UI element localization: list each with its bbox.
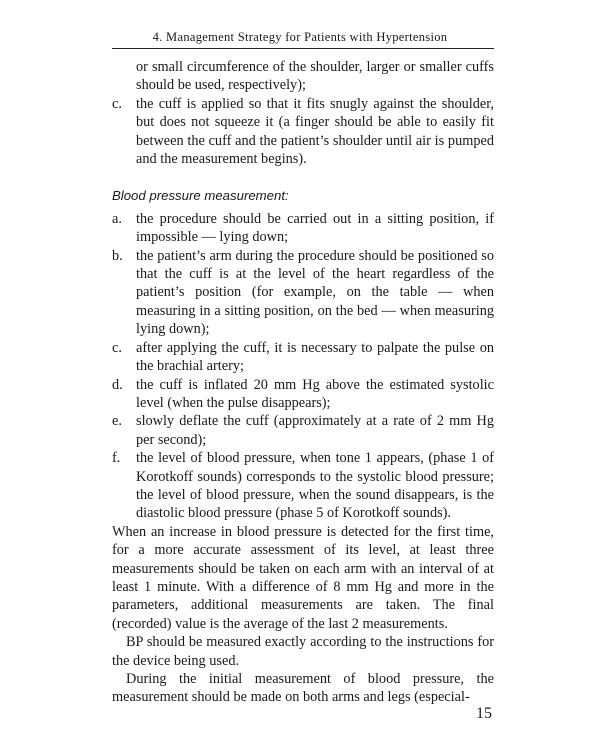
list-marker: c. — [112, 95, 122, 112]
list-item-text: the procedure should be carried out in a sitting position, if impossible — lying down; — [136, 210, 494, 246]
page-number: 15 — [476, 705, 492, 722]
body-paragraph: When an increase in blood pressure is detected for the first time, for a more accurate assessment of its level, at least three measurements should be taken on each arm with an interval of at least 1 minute. With a difference of 8 mm Hg and more in the parameters, additional measurements are taken. The final (recorded) value is the average of the last 2 measurements. — [112, 523, 494, 632]
list-item — [112, 339, 494, 376]
list-marker: d. — [112, 376, 123, 393]
header-rule — [112, 48, 494, 49]
measurement-steps-list — [112, 210, 494, 523]
list-marker: e. — [112, 413, 122, 430]
list-continuation: or small circumference of the shoulder, larger or smaller cuffs should be used, respectively); — [136, 59, 494, 94]
list-item-text: slowly deflate the cuff (approximately at a rate of 2 mm Hg per second); — [136, 413, 494, 448]
list-item — [112, 247, 494, 339]
list-item-text: the level of blood pressure, when tone 1 appears, (phase 1 of Korotkoff sounds) corresponds to the systolic blood pressure; the level of blood pressure, when the sound disappears, is the diastolic blood pressure (phase 5 of Korotkoff sounds). — [136, 450, 494, 522]
list-marker: a. — [112, 210, 122, 227]
running-title: 4. Management Strategy for Patients with Hypertension — [152, 30, 448, 44]
body-paragraph: BP should be measured exactly according to the instructions for the device being used. — [112, 634, 494, 669]
list-item — [112, 95, 494, 169]
list-item — [112, 376, 494, 413]
list-item-text: the patient’s arm during the procedure should be positioned so that the cuff is at the level of the heart regardless of the patient’s position (for example, on the table — when measuring in a sitting position, on the bed — when measuring lying down); — [136, 247, 494, 338]
list-item-text: after applying the cuff, it is necessary to palpate the pulse on the brachial artery; — [136, 339, 494, 375]
section-heading: Blood pressure measurement: — [112, 188, 289, 204]
cuff-list-tail — [112, 95, 494, 169]
page-text — [112, 58, 494, 707]
list-marker: f. — [112, 450, 121, 467]
list-item — [112, 412, 494, 449]
list-item-text: the cuff is applied so that it fits snugly against the shoulder, but does not squeeze it (a finger should be able to easily fit between the cuff and the patient’s shoulder until air is pumped and the measurement begins). — [136, 95, 494, 168]
list-item-text: the cuff is inflated 20 mm Hg above the estimated systolic level (when the pulse disappears); — [136, 376, 494, 411]
list-item — [112, 449, 494, 523]
list-marker: c. — [112, 339, 122, 356]
list-item — [112, 210, 494, 247]
body-paragraph: During the initial measurement of blood pressure, the measurement should be made on both arms and legs (especial- — [112, 671, 494, 706]
list-marker: b. — [112, 247, 123, 264]
